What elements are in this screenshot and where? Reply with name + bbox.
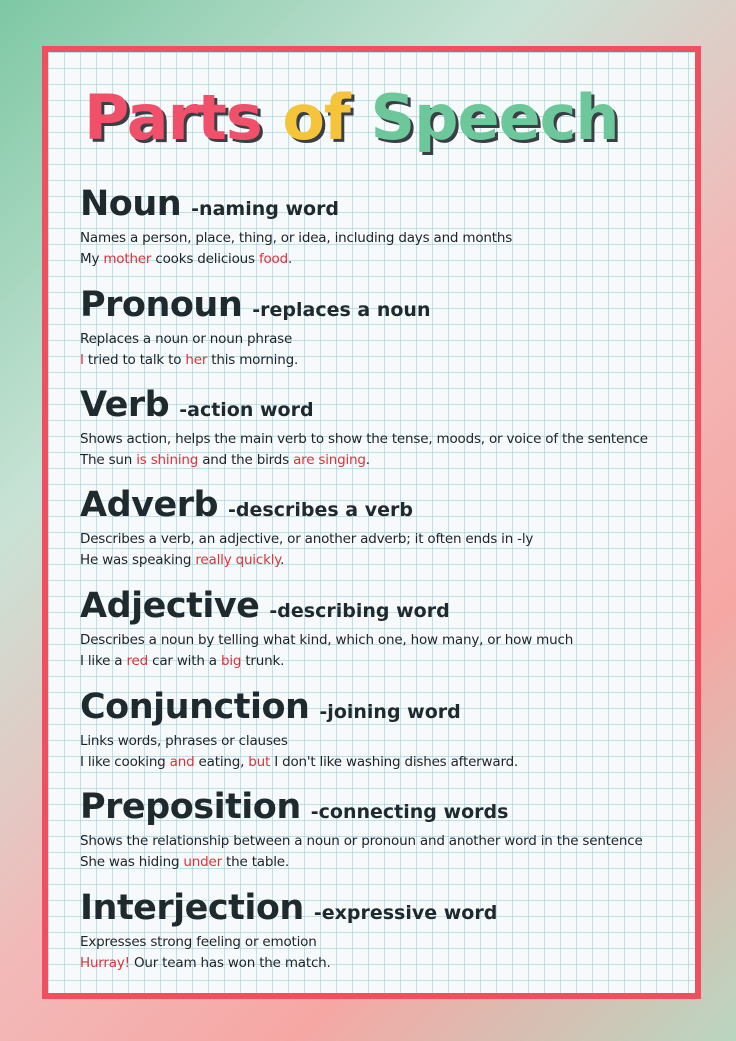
example-interjection — [80, 953, 680, 974]
highlighted-word: food — [258, 251, 288, 267]
example-text: . — [287, 251, 293, 267]
example-text: the table. — [221, 854, 289, 870]
example-text: . — [365, 452, 370, 468]
example-text: My — [80, 251, 104, 267]
term-pronoun: Pronoun — [80, 285, 243, 325]
tag-verb: -action word — [179, 399, 314, 421]
highlighted-word: red — [126, 653, 149, 669]
example-text: I like cooking — [80, 754, 170, 770]
example-preposition — [80, 852, 680, 873]
entry-conjunction — [80, 687, 680, 773]
highlighted-word: big — [220, 653, 242, 669]
example-text: He was speaking — [80, 552, 196, 568]
term-verb: Verb — [80, 385, 170, 425]
definition-verb: Shows action, helps the main verb to show the tense, moods, or voice of the sentence — [80, 431, 648, 447]
tag-interjection: -expressive word — [313, 902, 498, 924]
term-interjection: Interjection — [80, 888, 304, 928]
highlighted-word: Hurray! — [80, 955, 130, 971]
example-text: eating, — [194, 754, 249, 770]
tag-noun: -naming word — [191, 198, 340, 220]
term-noun: Noun — [80, 184, 182, 224]
example-text: this morning. — [207, 352, 299, 368]
poster-frame — [42, 46, 701, 999]
definition-adverb: Describes a verb, an adjective, or another adverb; it often ends in -ly — [80, 531, 534, 547]
tag-adjective: -describing word — [269, 600, 450, 622]
term-adverb: Adverb — [80, 485, 219, 525]
example-text: trunk. — [241, 653, 285, 669]
term-conjunction: Conjunction — [80, 687, 310, 727]
definition-adjective: Describes a noun by telling what kind, which one, how many, or how much — [80, 632, 574, 648]
highlighted-word: I — [80, 352, 84, 368]
example-text: . — [280, 552, 285, 568]
tag-adverb: -describes a verb — [228, 499, 413, 521]
example-pronoun — [80, 350, 680, 371]
term-adjective: Adjective — [80, 586, 260, 626]
highlighted-word: are singing — [293, 452, 366, 468]
example-text: I like a — [80, 653, 127, 669]
example-text: Our team has won the match. — [129, 955, 331, 971]
title-word-of: of — [282, 81, 350, 154]
tag-preposition: -connecting words — [310, 801, 509, 823]
entry-adverb — [80, 485, 680, 571]
tag-pronoun: -replaces a noun — [252, 299, 431, 321]
example-text: I don't like washing dishes afterward. — [270, 754, 519, 770]
definition-preposition: Shows the relationship between a noun or pronoun and another word in the sentence — [80, 833, 643, 849]
highlighted-word: under — [183, 854, 222, 870]
title-word-speech: Speech — [370, 81, 619, 154]
highlighted-word: mother — [103, 251, 152, 267]
definition-interjection: Expresses strong feeling or emotion — [80, 934, 317, 950]
example-noun — [80, 249, 680, 270]
example-text: car with a — [148, 653, 221, 669]
page-title — [84, 78, 619, 158]
term-preposition: Preposition — [80, 787, 301, 827]
entry-adjective — [80, 586, 680, 672]
example-text: tried to talk to — [83, 352, 186, 368]
entry-verb — [80, 385, 680, 471]
tag-conjunction: -joining word — [319, 701, 461, 723]
highlighted-word: but — [248, 754, 271, 770]
example-adjective — [80, 651, 680, 672]
definition-noun: Names a person, place, thing, or idea, including days and months — [80, 230, 513, 246]
highlighted-word: her — [185, 352, 208, 368]
highlighted-word: really quickly — [195, 552, 281, 568]
example-verb — [80, 450, 680, 471]
title-word-parts: Parts — [84, 81, 262, 154]
entry-pronoun — [80, 285, 680, 371]
entry-noun — [80, 184, 680, 270]
definition-pronoun: Replaces a noun or noun phrase — [80, 331, 293, 347]
example-text: cooks delicious — [151, 251, 259, 267]
example-text: The sun — [80, 452, 137, 468]
highlighted-word: and — [169, 754, 195, 770]
example-adverb — [80, 550, 680, 571]
entry-preposition — [80, 787, 680, 873]
example-text: and the birds — [198, 452, 294, 468]
highlighted-word: is shining — [136, 452, 199, 468]
example-conjunction — [80, 752, 680, 773]
definition-conjunction: Links words, phrases or clauses — [80, 733, 288, 749]
example-text: She was hiding — [80, 854, 184, 870]
entry-interjection — [80, 888, 680, 974]
